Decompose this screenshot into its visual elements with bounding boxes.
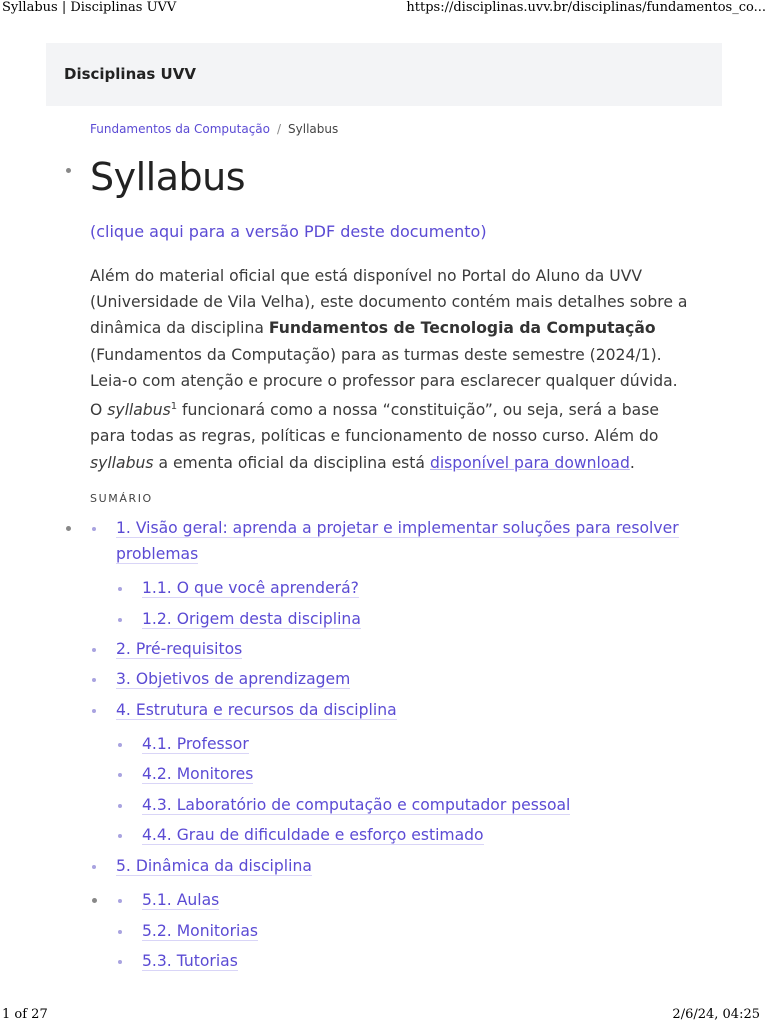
- toc-bullet-icon: [92, 648, 96, 652]
- intro-course-name: Fundamentos de Tecnologia da Computação: [268, 319, 656, 338]
- toc-item-4-4: [142, 822, 484, 848]
- toc-bullet-icon: [118, 834, 122, 838]
- intro-paragraph: [90, 263, 690, 476]
- intro-text-1: Além do material oficial que está disponível no Portal do Aluno da UVV (Universidade de Vila Velha), este documento contém mais detalhes sobre a dinâmica da disciplina: [90, 267, 688, 338]
- toc-link-5-1[interactable]: 5.1. Aulas: [142, 891, 220, 909]
- breadcrumb-current: Syllabus: [288, 122, 339, 136]
- toc-link-1-1[interactable]: 1.1. O que você aprenderá?: [142, 579, 359, 597]
- pdf-version-link[interactable]: (clique aqui para a versão PDF deste documento): [90, 222, 487, 241]
- toc-link-3[interactable]: 3. Objetivos de aprendizagem: [116, 670, 351, 688]
- toc-item-3: [116, 666, 350, 692]
- toc-link-4-1[interactable]: 4.1. Professor: [142, 735, 249, 753]
- toc-label: SUMÁRIO: [90, 492, 153, 505]
- toc-link-2[interactable]: 2. Pré-requisitos: [116, 640, 243, 658]
- toc-item-5-1: [142, 887, 219, 913]
- toc-bullet-icon: [118, 743, 122, 747]
- download-link[interactable]: disponível para download: [429, 453, 630, 472]
- site-title[interactable]: Disciplinas UVV: [64, 65, 196, 83]
- toc-link-4-3[interactable]: 4.3. Laboratório de computação e computador pessoal: [142, 796, 571, 814]
- toc-item-4-3: [142, 792, 570, 818]
- toc-outer-bullet-icon: [66, 526, 71, 531]
- toc-bullet-icon: [92, 709, 96, 713]
- toc-bullet-icon: [92, 678, 96, 682]
- toc-bullet-icon: [118, 773, 122, 777]
- print-header: [0, 0, 768, 18]
- toc-item-1-1: [142, 575, 359, 601]
- intro-text-4: a ementa oficial da disciplina está: [153, 453, 430, 472]
- toc-link-4[interactable]: 4. Estrutura e recursos da disciplina: [116, 701, 397, 719]
- toc-item-5: [116, 853, 312, 879]
- toc-link-5-3[interactable]: 5.3. Tutorias: [142, 952, 238, 970]
- toc-link-1[interactable]: 1. Visão geral: aprenda a projetar e implementar soluções para resolver problemas: [116, 519, 679, 563]
- footnote-ref[interactable]: 1: [170, 401, 178, 413]
- toc-bullet-icon: [118, 960, 122, 964]
- toc-bullet-icon: [118, 618, 122, 622]
- toc-item-5-2: [142, 918, 258, 944]
- intro-text-2: (Fundamentos da Computação) para as turmas deste semestre (2024/1). Leia-o com atenção e procure o professor para esclarecer qualquer dúvida. O: [90, 345, 678, 420]
- toc-bullet-icon: [118, 804, 122, 808]
- toc-item-4: [116, 697, 397, 723]
- breadcrumb: [90, 122, 338, 136]
- print-page-number: 1 of 27: [2, 1007, 48, 1022]
- toc-item-4-2: [142, 761, 253, 787]
- toc-item-1: [116, 515, 686, 567]
- breadcrumb-separator: /: [277, 122, 282, 136]
- toc-bullet-icon: [118, 899, 122, 903]
- print-footer: [0, 1006, 768, 1024]
- toc-outer-bullet-icon: [92, 898, 97, 903]
- toc-item-4-1: [142, 731, 249, 757]
- toc-bullet-icon: [118, 587, 122, 591]
- toc-link-5-2[interactable]: 5.2. Monitorias: [142, 922, 259, 940]
- print-header-title: Syllabus | Disciplinas UVV: [2, 0, 177, 15]
- toc-bullet-icon: [92, 527, 96, 531]
- intro-syllabus-term-2: syllabus: [90, 453, 154, 472]
- intro-syllabus-term: syllabus: [107, 401, 171, 420]
- toc-link-1-2[interactable]: 1.2. Origem desta disciplina: [142, 610, 361, 628]
- intro-text-5: .: [629, 453, 635, 472]
- print-header-url: https://disciplinas.uvv.br/disciplinas/fundamentos_co...: [406, 0, 766, 15]
- print-date: 2/6/24, 04:25: [672, 1007, 760, 1022]
- toc-link-4-4[interactable]: 4.4. Grau de dificuldade e esforço estimado: [142, 826, 484, 844]
- toc-link-5[interactable]: 5. Dinâmica da disciplina: [116, 857, 312, 875]
- title-bullet-icon: [66, 168, 71, 173]
- breadcrumb-parent-link[interactable]: Fundamentos da Computação: [90, 122, 270, 136]
- toc-item-5-3: [142, 948, 238, 974]
- intro-text-3: funcionará como a nossa “constituição”, ou seja, será a base para todas as regras, políticas e funcionamento de nosso curso. Além do: [90, 401, 659, 446]
- site-header: [46, 43, 722, 106]
- toc-item-2: [116, 636, 242, 662]
- toc-item-1-2: [142, 606, 361, 632]
- toc-bullet-icon: [92, 865, 96, 869]
- toc-bullet-icon: [118, 930, 122, 934]
- toc-link-4-2[interactable]: 4.2. Monitores: [142, 765, 254, 783]
- page-title: Syllabus: [90, 155, 246, 199]
